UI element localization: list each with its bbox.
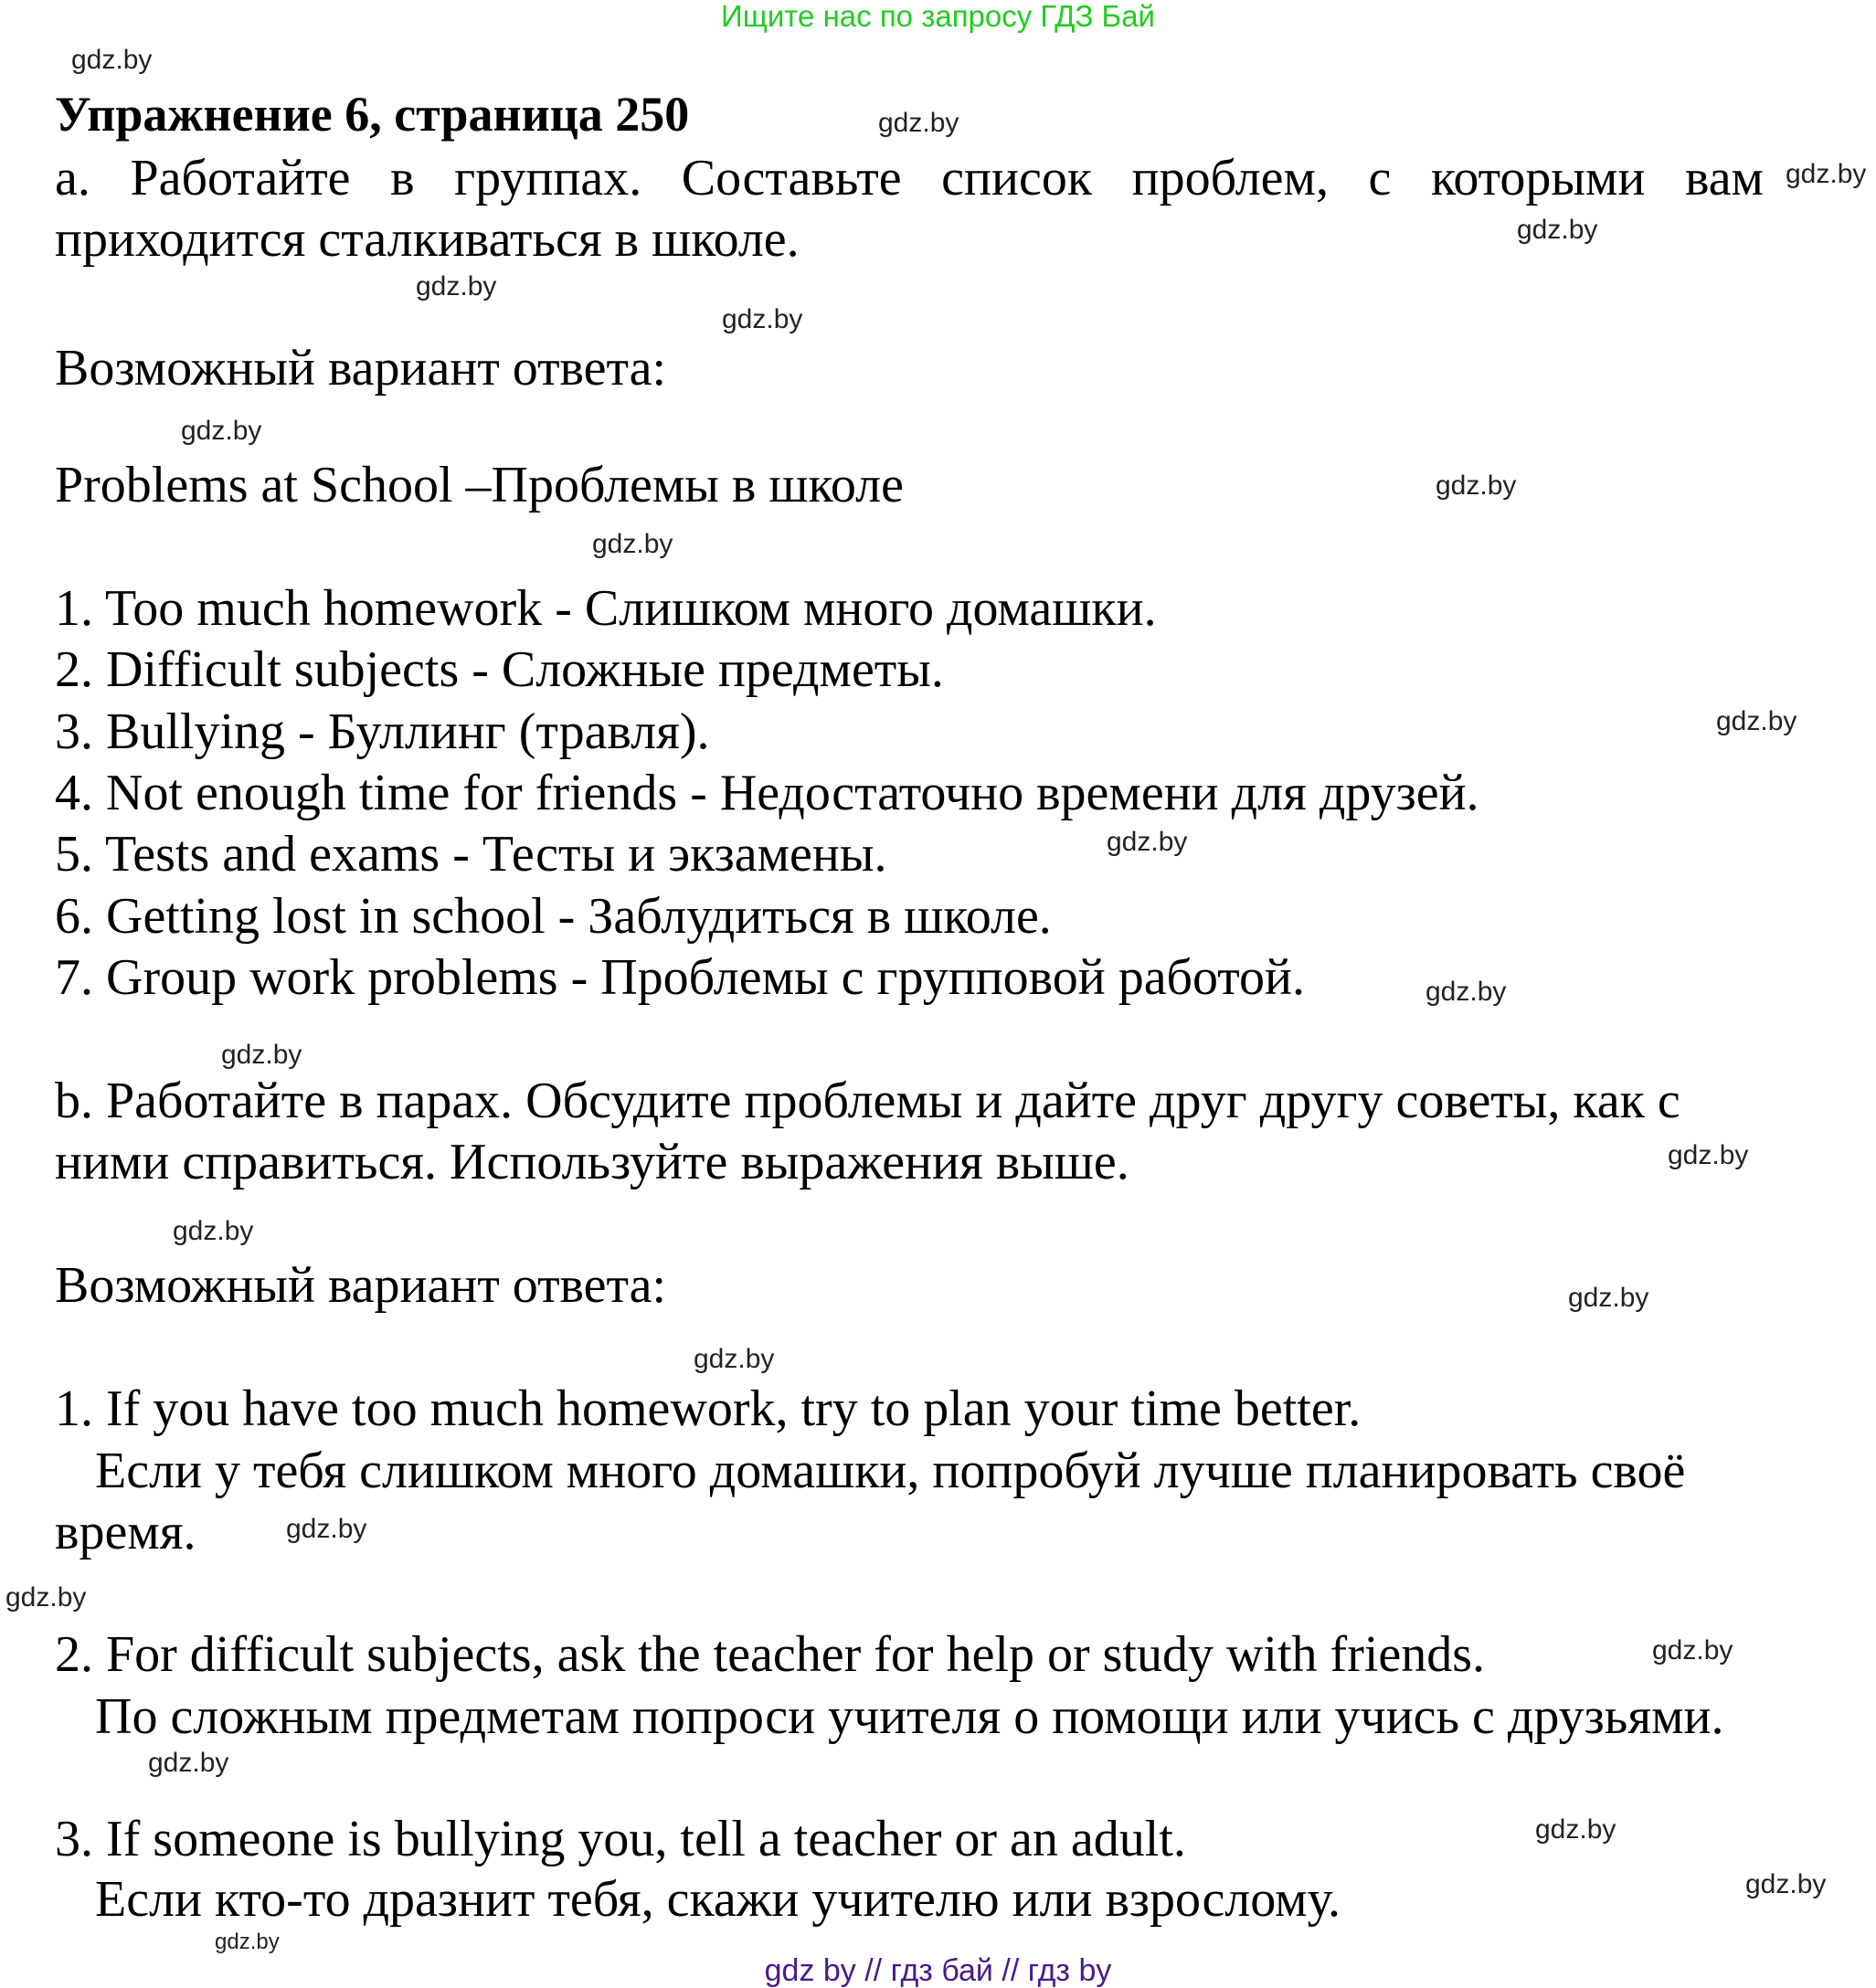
list-item: 1. Too much homework - Слишком много домашки.: [55, 580, 1157, 637]
page-title: Упражнение 6, страница 250: [55, 87, 690, 142]
watermark: gdz.by: [1107, 827, 1188, 857]
watermark: gdz.by: [71, 45, 153, 75]
watermark: gdz.by: [878, 108, 959, 138]
list-item: 6. Getting lost in school - Заблудиться в школе.: [55, 888, 1052, 945]
watermark: gdz.by: [1535, 1814, 1616, 1845]
watermark: gdz.by: [1517, 215, 1598, 245]
watermark: gdz.by: [1568, 1283, 1649, 1313]
watermark: gdz.by: [181, 416, 262, 446]
watermark: gdz.by: [416, 271, 497, 301]
answer-ru: Если у тебя слишком много домашки, попробуй лучше планировать своё: [95, 1443, 1686, 1499]
answer-en: 1. If you have too much homework, try to plan your time better.: [55, 1380, 1362, 1437]
watermark: gdz.by: [173, 1216, 254, 1246]
watermark: gdz.by: [148, 1748, 229, 1778]
task-b-line-2: ними справиться. Используйте выражения выше.: [55, 1134, 1129, 1190]
task-a-line-1: a. Работайте в группах. Составьте список проблем, с которыми вам: [55, 150, 1764, 206]
watermark: gdz.by: [694, 1344, 775, 1374]
task-a-line-2: приходится сталкиваться в школе.: [55, 211, 800, 268]
watermark: gdz.by: [5, 1582, 87, 1613]
list-item: 7. Group work problems - Проблемы с групповой работой.: [55, 949, 1306, 1006]
watermark: gdz.by: [722, 304, 803, 334]
footer-links[interactable]: gdz by // гдз бай // гдз by: [764, 1953, 1112, 1988]
answer-ru: По сложным предметам попроси учителя о помощи или учись с друзьями.: [95, 1688, 1724, 1745]
answer-label-b: Возможный вариант ответа:: [55, 1257, 667, 1314]
watermark: gdz.by: [286, 1514, 367, 1544]
answer-en: 2. For difficult subjects, ask the teacher for help or study with friends.: [55, 1626, 1486, 1683]
watermark: gdz.by: [1426, 977, 1507, 1007]
answer-label-a: Возможный вариант ответа:: [55, 340, 667, 397]
list-item: 3. Bullying - Буллинг (травля).: [55, 703, 710, 760]
watermark: gdz.by: [215, 1930, 280, 1954]
watermark: gdz.by: [1436, 471, 1517, 501]
list-item: 4. Not enough time for friends - Недостаточно времени для друзей.: [55, 765, 1479, 821]
watermark: gdz.by: [1716, 706, 1797, 736]
watermark: gdz.by: [1652, 1635, 1733, 1665]
answer-en: 3. If someone is bullying you, tell a teacher or an adult.: [55, 1811, 1186, 1867]
header-banner-link[interactable]: Ищите нас по запросу ГДЗ Бай: [721, 0, 1155, 33]
list-title: Problems at School –Проблемы в школе: [55, 457, 904, 513]
watermark: gdz.by: [592, 529, 673, 559]
watermark: gdz.by: [1668, 1140, 1749, 1170]
list-item: 5. Tests and exams - Тесты и экзамены.: [55, 826, 887, 883]
watermark: gdz.by: [221, 1040, 302, 1070]
task-b-line-1: b. Работайте в парах. Обсудите проблемы и дайте друг другу советы, как с: [55, 1073, 1680, 1129]
list-item: 2. Difficult subjects - Сложные предметы.: [55, 641, 944, 698]
answer-ru-cont: время.: [55, 1504, 196, 1560]
watermark: gdz.by: [1786, 159, 1867, 189]
answer-ru: Если кто-то дразнит тебя, скажи учителю или взрослому.: [95, 1871, 1341, 1928]
watermark: gdz.by: [1745, 1869, 1827, 1899]
